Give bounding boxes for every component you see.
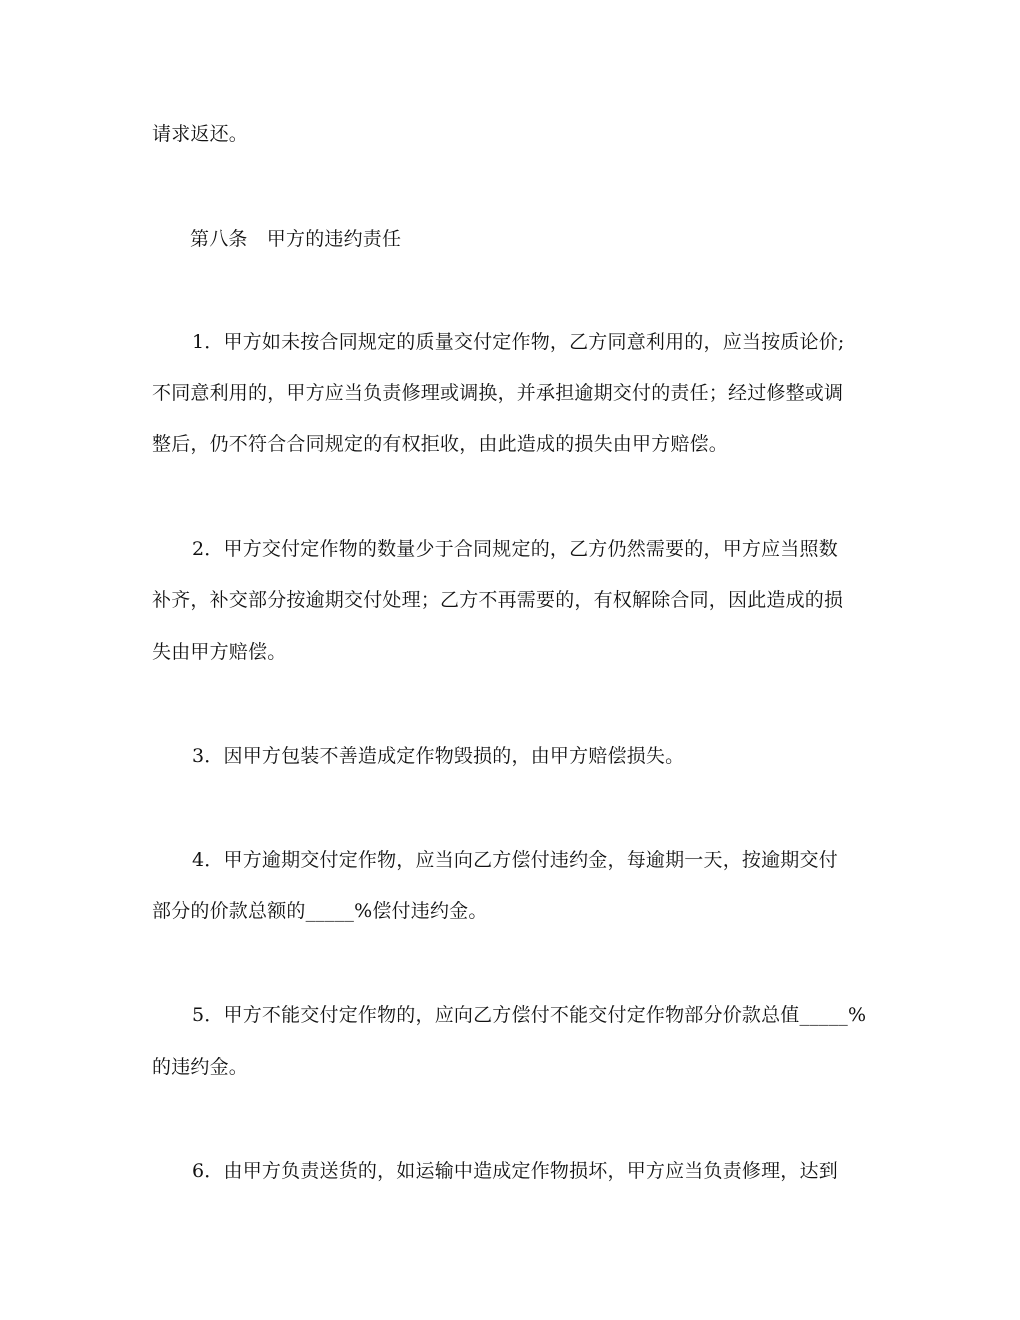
clause-2-line-1: 2．甲方交付定作物的数量少于合同规定的，乙方仍然需要的，甲方应当照数	[192, 538, 838, 560]
article-heading: 第八条 甲方的违约责任	[190, 228, 402, 250]
clause-4-line-2: 部分的价款总额的_____%偿付违约金。	[152, 900, 488, 922]
clause-6-line-1: 6．由甲方负责送货的，如运输中造成定作物损坏，甲方应当负责修理，达到	[192, 1160, 838, 1182]
clause-1-line-1: 1．甲方如未按合同规定的质量交付定作物，乙方同意利用的，应当按质论价;	[192, 331, 845, 353]
clause-5-line-1: 5．甲方不能交付定作物的，应向乙方偿付不能交付定作物部分价款总值_____%	[192, 1004, 867, 1026]
clause-1-line-3: 整后，仍不符合合同规定的有权拒收，由此造成的损失由甲方赔偿。	[152, 433, 729, 455]
clause-1-line-2: 不同意利用的，甲方应当负责修理或调换，并承担逾期交付的责任；经过修整或调	[152, 382, 844, 404]
paragraph-continuation: 请求返还。	[152, 123, 249, 145]
clause-2-line-2: 补齐，补交部分按逾期交付处理；乙方不再需要的，有权解除合同，因此造成的损	[152, 589, 844, 611]
clause-2-line-3: 失由甲方赔偿。	[152, 641, 287, 663]
clause-3-line-1: 3．因甲方包装不善造成定作物毁损的，由甲方赔偿损失。	[192, 745, 685, 767]
clause-5-line-2: 的违约金。	[152, 1056, 249, 1078]
clause-4-line-1: 4．甲方逾期交付定作物，应当向乙方偿付违约金，每逾期一天，按逾期交付	[192, 849, 838, 871]
